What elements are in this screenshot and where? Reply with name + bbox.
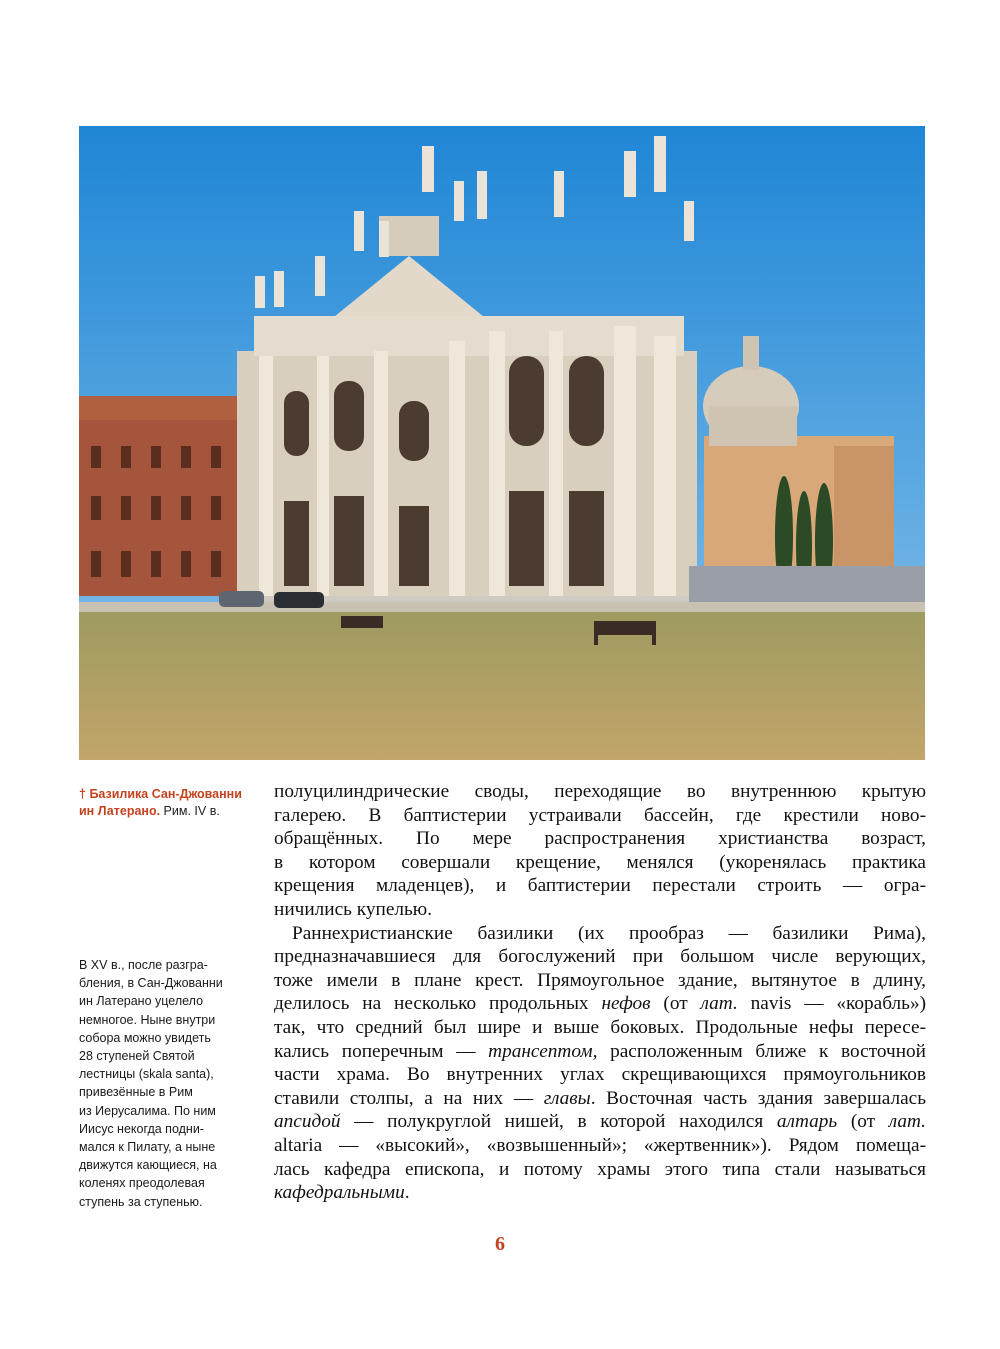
sidenote-line: мался к Пилату, а ныне [79, 1140, 216, 1155]
sidenote-line: привезённые в Рим [79, 1085, 193, 1100]
sidenote-line: движутся кающиеся, на [79, 1158, 217, 1173]
page-number: 6 [495, 1233, 505, 1255]
dagger-mark: † [79, 787, 86, 801]
abbr-latin: лат. [700, 993, 738, 1015]
sidenote-line: В XV в., после разгра- [79, 958, 208, 972]
text-line: предназначавшиеся для богослужений при большом числе верующих, [274, 946, 926, 968]
text-run: делилось на несколько продольных [274, 993, 602, 1015]
sidenote-line: 28 ступеней Святой [79, 1049, 195, 1064]
text-line: полуцилиндрические своды, переходящие во внутреннюю крытую [274, 781, 926, 802]
sidenote-line: немногое. Ныне внутри [79, 1012, 216, 1027]
text-run: кались поперечным — [274, 1040, 489, 1062]
term-transept: трансептом, [488, 1040, 598, 1062]
sidenote-line: ин Латерано уцелело [79, 994, 204, 1009]
sidenote-line: бления, в Сан-Джованни [79, 976, 223, 991]
text-line: Раннехристианские базилики (их прообраз — базилики Рима), [292, 922, 926, 944]
term-cathedral: кафедральными [274, 1182, 405, 1204]
text-run: — полукруглой нишей, в которой находился [340, 1111, 777, 1133]
text-line: в котором совершали крещение, менялся (укоренялась практика [274, 851, 926, 873]
text-run: . Восточная часть здания завершалась [590, 1087, 926, 1109]
text-run: ставили столпы, а на них — [274, 1087, 544, 1109]
sidenote-line: Иисус некогда подни- [79, 1121, 204, 1136]
paragraph-1 [274, 780, 926, 922]
basilica-photo [79, 126, 925, 760]
caption-subtitle: Рим. IV в. [163, 804, 220, 818]
text-line: обращённых. По мере распространения христианства возраст, [274, 828, 926, 850]
photo-caption [79, 786, 259, 820]
term-altar: алтарь [776, 1111, 838, 1133]
text-line [274, 992, 926, 1016]
text-line: так, что средний был шире и выше боковых. Продольные нефы пересе- [274, 1016, 926, 1038]
text-line [274, 1087, 926, 1111]
text-line [274, 1040, 926, 1064]
basilica-illustration [79, 126, 925, 760]
sidenote-line: из Иерусалима. По ним [79, 1103, 216, 1118]
text-run: navis — «корабль») [737, 993, 927, 1015]
text-line [274, 1110, 926, 1134]
sidenote-line: собора можно увидеть [79, 1030, 211, 1045]
abbr-latin: лат. [888, 1111, 926, 1133]
text-run: . [404, 1182, 410, 1204]
term-apse: апсидой [274, 1111, 341, 1133]
text-line: ничились купелью. [274, 898, 433, 920]
text-line: тоже имели в плане крест. Прямоугольное здание, вытянутое в длину, [274, 969, 926, 991]
sidenote-line: ступень за ступенью. [79, 1194, 203, 1209]
term-naves: нефов [601, 993, 651, 1015]
text-line: altaria — «высокий», «возвышенный»; «жертвенник»). Рядом помеща- [274, 1134, 926, 1156]
text-line: галерею. В баптистерии устраивали бассейн, где крестили ново- [274, 804, 926, 826]
text-run: расположенным ближе к восточной [597, 1040, 926, 1062]
text-line: крещения младенцев), и баптистерии перестали строить — огра- [274, 875, 926, 897]
body-text [274, 780, 926, 1205]
sidenote [79, 956, 259, 1211]
term-domes: главы [543, 1087, 591, 1109]
text-run: (от [650, 993, 701, 1015]
text-line: лась кафедра епископа, и потому храмы этого типа стали называться [274, 1158, 926, 1180]
text-run: (от [837, 1111, 889, 1133]
text-line: части храма. Во внутренних углах скрещивающихся прямоугольников [274, 1064, 926, 1086]
caption-title: Базилика Сан-Джованни ин Латерано. [79, 787, 242, 818]
text-line [274, 1181, 926, 1205]
paragraph-2 [274, 922, 926, 1205]
sidenote-line: коленях преодолевая [79, 1176, 205, 1191]
sidenote-line: лестницы (skala santa), [79, 1067, 214, 1082]
